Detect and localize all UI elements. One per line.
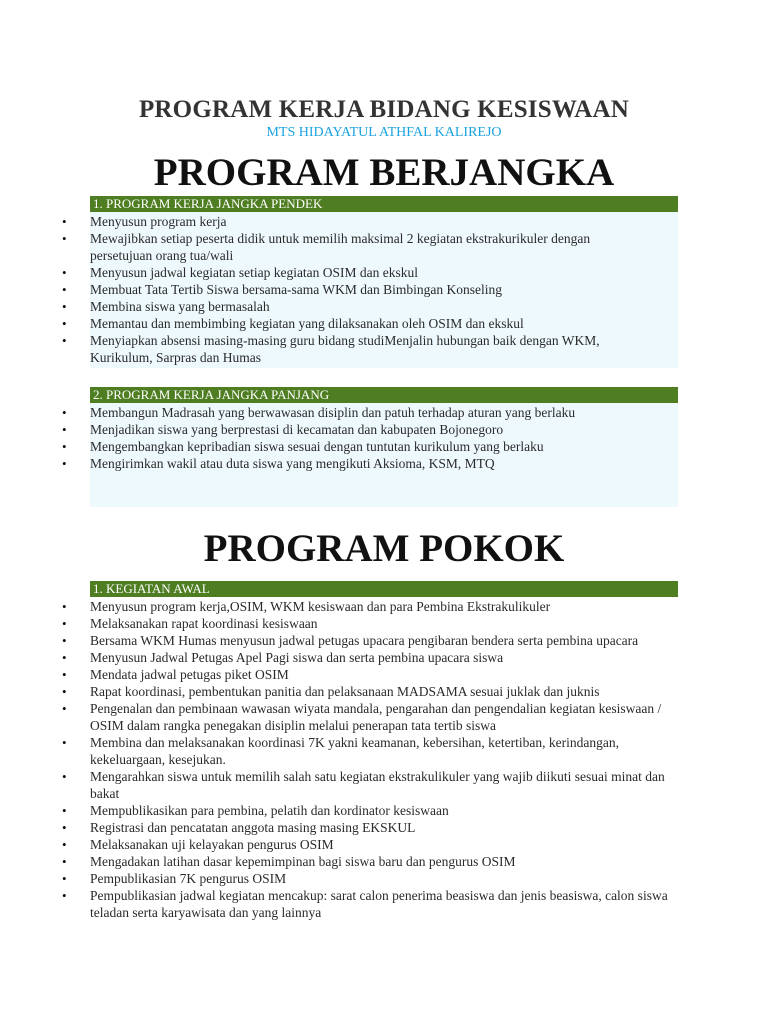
heading-program-berjangka: PROGRAM BERJANGKA [153, 151, 615, 194]
list-item: • Memantau dan membimbing kegiatan yang dilaksanakan oleh OSIM dan ekskul [62, 315, 652, 332]
list-item: • Mendata jadwal petugas piket OSIM [62, 666, 682, 683]
list-item: • Bersama WKM Humas menyusun jadwal petugas upacara pengibaran bendera serta pembina upacara [62, 632, 682, 649]
list-item: • Rapat koordinasi, pembentukan panitia dan pelaksanaan MADSAMA sesuai juklak dan juknis [62, 683, 682, 700]
heading-program-pokok: PROGRAM POKOK [203, 527, 565, 570]
list-item: • Menyusun Jadwal Petugas Apel Pagi siswa dan serta pembina upacara siswa [62, 649, 682, 666]
list-item: • Registrasi dan pencatatan anggota masing masing EKSKUL [62, 819, 682, 836]
list-item: • Melaksanakan uji kelayakan pengurus OSIM [62, 836, 682, 853]
document-title: PROGRAM KERJA BIDANG KESISWAAN [138, 96, 630, 123]
section-bar-kegiatan-awal: 1. KEGIATAN AWAL [90, 581, 678, 597]
list-item: • Mengadakan latihan dasar kepemimpinan bagi siswa baru dan pengurus OSIM [62, 853, 682, 870]
list-item: • Membina siswa yang bermasalah [62, 298, 652, 315]
list-item: • Pempublikasian jadwal kegiatan mencakup: sarat calon penerima beasiswa dan jenis beasiswa, calon siswa teladan serta karyawisata dan yang lainnya [62, 887, 682, 921]
list-kegiatan-awal [62, 598, 682, 921]
list-item: • Membuat Tata Tertib Siswa bersama-sama WKM dan Bimbingan Konseling [62, 281, 652, 298]
list-item: • Mengembangkan kepribadian siswa sesuai dengan tuntutan kurikulum yang berlaku [62, 438, 652, 455]
list-item: • Membangun Madrasah yang berwawasan disiplin dan patuh terhadap aturan yang berlaku [62, 404, 652, 421]
list-item: • Mewajibkan setiap peserta didik untuk memilih maksimal 2 kegiatan ekstrakurikuler dengan persetujuan orang tua/wali [62, 230, 652, 264]
list-item: • Menyusun program kerja [62, 213, 652, 230]
list-item: • Melaksanakan rapat koordinasi kesiswaan [62, 615, 682, 632]
list-item: • Pempublikasian 7K pengurus OSIM [62, 870, 682, 887]
document-subtitle: MTS HIDAYATUL ATHFAL KALIREJO [266, 125, 502, 140]
list-item: • Pengenalan dan pembinaan wawasan wiyata mandala, pengarahan dan pengendalian kegiatan kesiswaan / OSIM dalam rangka penegakan disiplin melalui penerapan tata tertib siswa [62, 700, 682, 734]
list-item: • Mengirimkan wakil atau duta siswa yang mengikuti Aksioma, KSM, MTQ [62, 455, 652, 472]
list-item: • Mempublikasikan para pembina, pelatih dan kordinator kesiswaan [62, 802, 682, 819]
list-item: • Menyusun program kerja,OSIM, WKM kesiswaan dan para Pembina Ekstrakulikuler [62, 598, 682, 615]
section-bar-jangka-pendek: 1. PROGRAM KERJA JANGKA PENDEK [90, 196, 678, 212]
list-item: • Mengarahkan siswa untuk memilih salah satu kegiatan ekstrakulikuler yang wajib diikuti sesuai minat dan bakat [62, 768, 682, 802]
list-item: • Menyiapkan absensi masing-masing guru bidang studiMenjalin hubungan baik dengan WKM, Kurikulum, Sarpras dan Humas [62, 332, 652, 366]
list-item: • Membina dan melaksanakan koordinasi 7K yakni keamanan, kebersihan, ketertiban, kerindangan, kekeluargaan, kesejukan. [62, 734, 682, 768]
list-jangka-pendek [62, 213, 652, 366]
section-bar-jangka-panjang: 2. PROGRAM KERJA JANGKA PANJANG [90, 387, 678, 403]
list-item: • Menyusun jadwal kegiatan setiap kegiatan OSIM dan ekskul [62, 264, 652, 281]
list-item: • Menjadikan siswa yang berprestasi di kecamatan dan kabupaten Bojonegoro [62, 421, 652, 438]
list-jangka-panjang [62, 404, 652, 472]
